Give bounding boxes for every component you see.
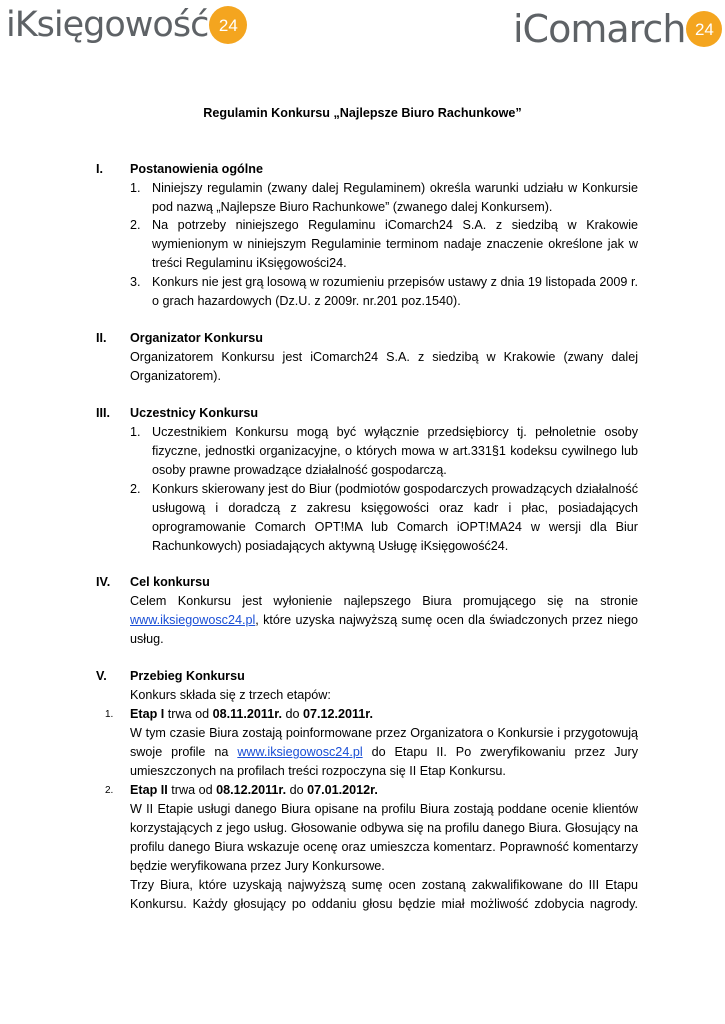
paragraph-text: W tym czasie Biura zostają poinformowane przez Organizatora o Konkursie i przygotowują swoje profile na <box>130 726 638 759</box>
section-title: Przebieg Konkursu <box>130 669 245 683</box>
etap-label: Etap II <box>130 783 168 797</box>
etap-number: 1. <box>105 709 114 720</box>
icomarch24-logo <box>513 7 722 51</box>
etap-text: trwa od <box>167 783 217 797</box>
section-number: V. <box>96 669 107 683</box>
etap-text: do <box>281 707 303 721</box>
etap-number: 2. <box>105 785 114 796</box>
section-intro: Konkurs składa się z trzech etapów: <box>130 688 331 702</box>
item-text: Konkurs skierowany jest do Biur (podmiotów gospodarczych prowadzących działalność usługową i doradczą z zakresu księgowości oraz kadr i płac, posiadających oprogramowanie Comarch OPT!MA lub Comarch iOPT!MA24 w wersji dla Biur Rachunkowych) posiadających aktywną Usługę iKsięgowość24. <box>152 482 638 553</box>
item-text: Na potrzeby niniejszego Regulaminu iComarch24 S.A. z siedzibą w Krakowie wymienionym w niniejszym Regulaminie terminom nadaje znaczenie określone jak w treści Regulaminu iKsięgowości24. <box>152 218 638 270</box>
etap-dates <box>130 781 378 800</box>
paragraph-text: Celem Konkursu jest wyłonienie najlepszego Biura promującego się na stronie <box>130 594 638 608</box>
etap-from-date: 08.12.2011r. <box>216 783 287 797</box>
section-paragraph <box>130 592 638 649</box>
item-number: 1. <box>130 425 141 439</box>
item-number: 3. <box>130 275 141 289</box>
logo-left-badge: 24 <box>209 6 247 44</box>
section-paragraph: Organizatorem Konkursu jest iComarch24 S.A. z siedzibą w Krakowie (zwany dalej Organizatorem). <box>130 350 638 383</box>
item-text: Uczestnikiem Konkursu mogą być wyłącznie przedsiębiorcy tj. pełnoletnie osoby fizyczne, jednostki organizacyjne, o których mowa w art.331§1 kodeksu cywilnego lub osoby prawne prowadzące działalność gospodarczą. <box>152 425 638 477</box>
document-title: Regulamin Konkursu „Najlepsze Biuro Rachunkowe” <box>203 106 522 120</box>
etap-text: trwa od <box>164 707 213 721</box>
item-number: 1. <box>130 181 141 195</box>
section-number: IV. <box>96 575 111 589</box>
item-number: 2. <box>130 482 141 496</box>
logo-right-badge: 24 <box>686 11 722 47</box>
section-title: Cel konkursu <box>130 575 210 589</box>
etap-body <box>130 724 638 781</box>
etap-to-date: 07.12.2011r. <box>302 707 374 721</box>
iksiegowosc24-link[interactable]: www.iksiegowosc24.pl <box>237 745 363 759</box>
item-text: Konkurs nie jest grą losową w rozumieniu przepisów ustawy z dnia 19 listopada 2009 r. o grach hazardowych (Dz.U. z 2009r. nr.201 poz.1540). <box>152 275 638 308</box>
logo-left-text: iKsięgowość <box>6 4 209 45</box>
item-text: Niniejszy regulamin (zwany dalej Regulaminem) określa warunki udziału w Konkursie pod nazwą „Najlepsze Biuro Rachunkowe” (zwanego dalej Konkursem). <box>152 181 638 214</box>
paragraph-text: , które uzyska najwyższą sumę ocen dla świadczonych przez niego usług. <box>130 613 638 646</box>
iksiegowosc24-link[interactable]: www.iksiegowosc24.pl <box>130 613 256 627</box>
iksiegowosc24-logo <box>6 6 247 44</box>
etap-body-continued: Trzy Biura, które uzyskają najwyższą sumę ocen zostaną zakwalifikowane do III Etapu Konkursu. Każdy głosujący po oddaniu głosu będzie miał możliwość zdobycia nagrody. <box>130 878 638 911</box>
etap-from-date: 08.11.2011r. <box>212 707 282 721</box>
logo-right-text: iComarch <box>513 7 686 51</box>
paragraph-text: do Etapu II. Po zweryfikowaniu przez Jury umieszczonych na profilach treści rozpoczyna się II Etap Konkursu. <box>130 745 638 778</box>
etap-text: do <box>286 783 308 797</box>
section-number: I. <box>96 162 103 176</box>
section-title: Uczestnicy Konkursu <box>130 406 259 420</box>
etap-label: Etap I <box>130 707 165 721</box>
section-number: III. <box>96 406 110 420</box>
item-number: 2. <box>130 218 141 232</box>
etap-to-date: 07.01.2012r. <box>307 783 378 797</box>
section-number: II. <box>96 331 107 345</box>
etap-body: W II Etapie usługi danego Biura opisane na profilu Biura zostają poddane ocenie klientów korzystających z jego usług. Głosowanie odbywa się na profilu danego Biura. Głosujący na profilu danego Biura wskazuje ocenę oraz umieszcza komentarz. Poprawność komentarzy będzie weryfikowana przez Jury Konkursowe. <box>130 802 638 873</box>
etap-dates <box>130 705 373 724</box>
section-title: Organizator Konkursu <box>130 331 263 345</box>
section-title: Postanowienia ogólne <box>130 162 263 176</box>
